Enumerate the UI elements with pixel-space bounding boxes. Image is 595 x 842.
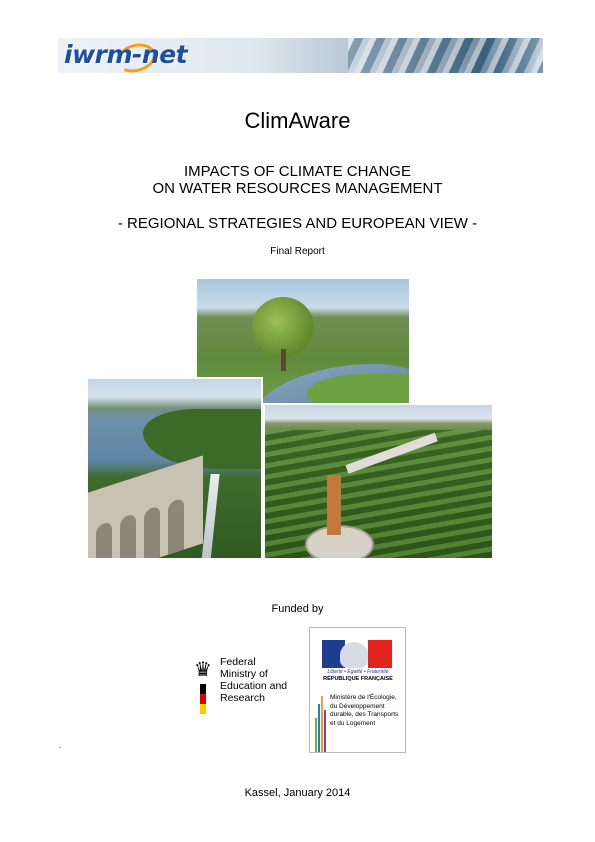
tree-shape bbox=[252, 297, 314, 357]
iwrm-net-logo: iwrm-net bbox=[64, 40, 188, 69]
subtitle-line-2: ON WATER RESOURCES MANAGEMENT bbox=[152, 180, 443, 197]
ministry-color-bars-icon bbox=[315, 692, 327, 752]
spillway bbox=[201, 474, 219, 560]
ministry-name: Ministère de l'Écologie, du Développement durable, des Transports et du Logement bbox=[330, 694, 399, 727]
dam-wall bbox=[88, 455, 203, 560]
document-title: ClimAware bbox=[244, 108, 351, 133]
bmbf-logo bbox=[186, 652, 296, 714]
marianne-icon bbox=[340, 642, 368, 668]
irrigation-field-photo bbox=[263, 403, 494, 560]
place-date: Kassel, January 2014 bbox=[244, 787, 351, 799]
funded-by-label: Funded by bbox=[271, 603, 324, 615]
french-ministry-logo bbox=[309, 627, 406, 753]
republic-motto: Liberté • Égalité • Fraternité bbox=[327, 669, 389, 675]
report-type: Final Report bbox=[270, 246, 325, 257]
stray-dot: . bbox=[59, 741, 62, 750]
bmbf-name: Federal Ministry of Education and Research bbox=[220, 656, 288, 704]
water-wave-image bbox=[348, 38, 543, 73]
header-banner bbox=[58, 38, 543, 73]
forest-shape bbox=[143, 409, 263, 469]
german-flag-bar bbox=[200, 684, 206, 714]
reservoir-dam-photo bbox=[86, 377, 263, 560]
crop-rows bbox=[265, 430, 492, 560]
water-pipe bbox=[327, 475, 341, 535]
subtitle-line-3: - REGIONAL STRATEGIES AND EUROPEAN VIEW - bbox=[117, 215, 478, 232]
tree-trunk bbox=[281, 349, 286, 371]
republic-name: RÉPUBLIQUE FRANÇAISE bbox=[323, 676, 393, 682]
subtitle-line-1: IMPACTS OF CLIMATE CHANGE bbox=[184, 163, 411, 180]
eagle-icon: ♛ bbox=[194, 659, 212, 681]
